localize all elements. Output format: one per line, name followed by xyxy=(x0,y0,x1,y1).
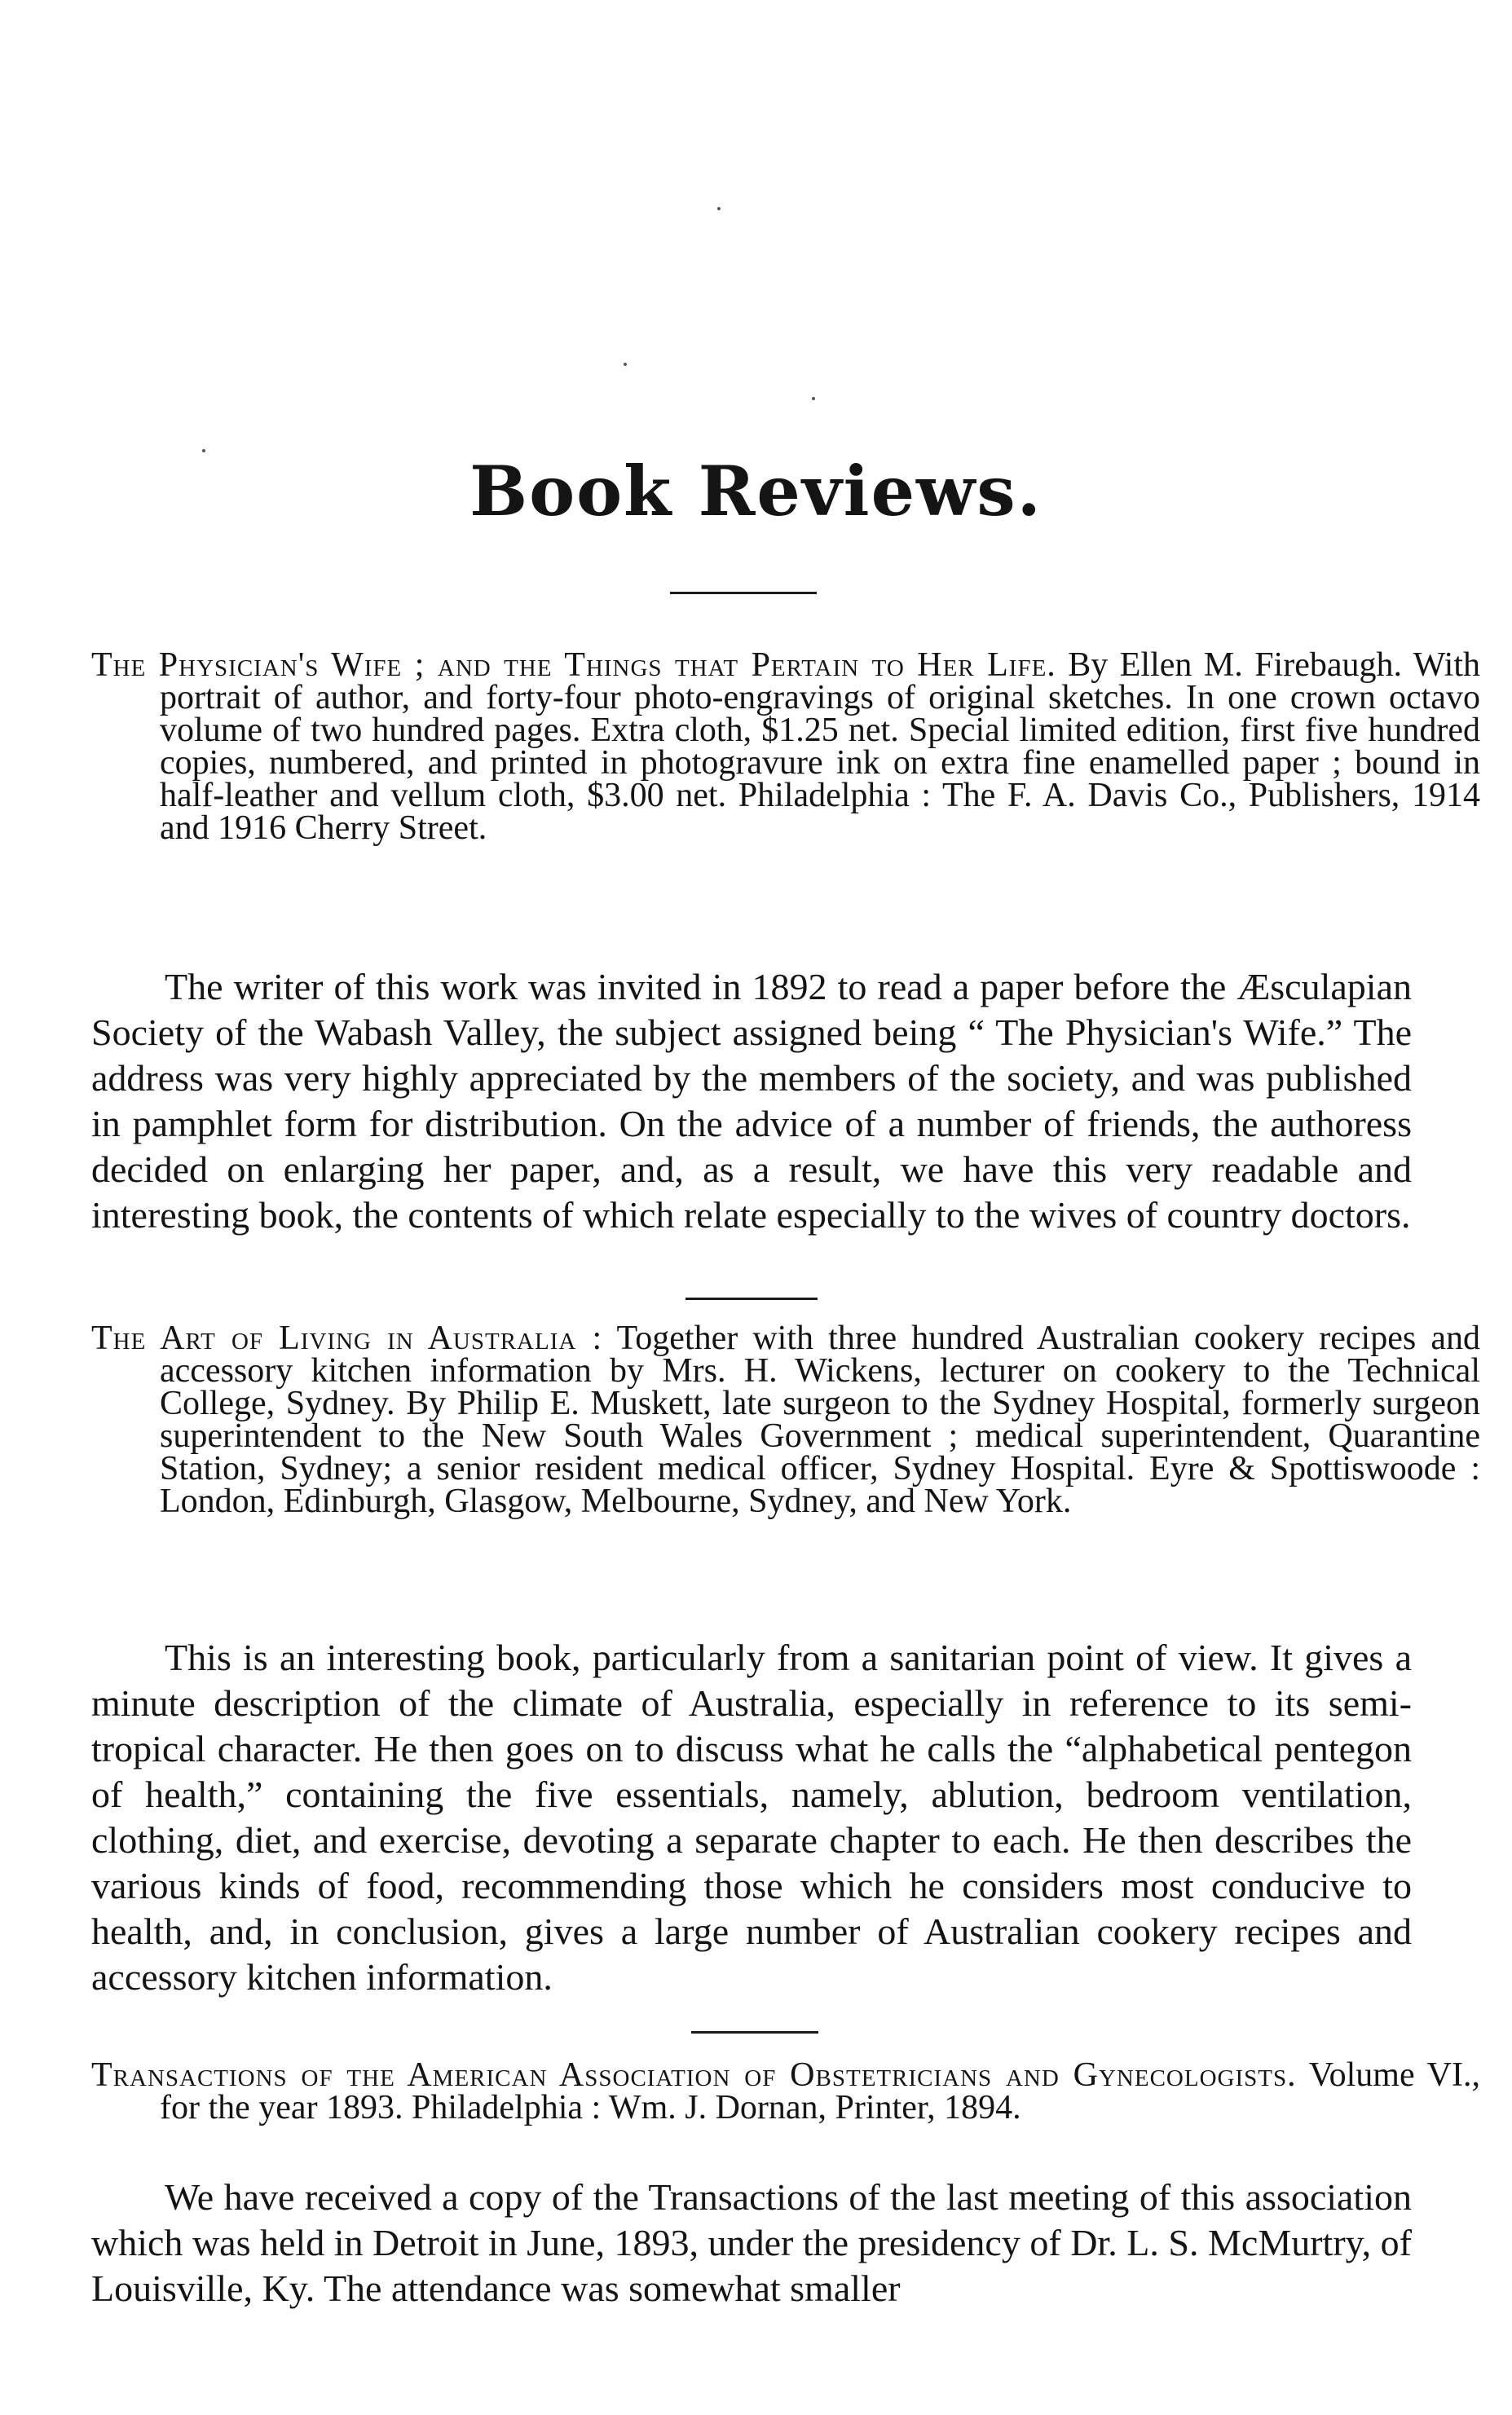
book-details-3: Volume VI., for the year 1893. Philadelphia : Wm. J. Dornan, Printer, 1894. xyxy=(160,2056,1480,2126)
print-speck xyxy=(812,397,815,400)
book-title-1: The Physician's Wife ; and the Things that Pertain to Her Life. xyxy=(91,646,1056,684)
book-title-2: The Art of Living in Australia : xyxy=(91,1320,603,1357)
print-speck xyxy=(624,363,627,366)
print-speck xyxy=(717,207,721,210)
section-divider xyxy=(685,1298,818,1300)
book-title-3: Transactions of the American Association of Obstetricians and Gynecologists. xyxy=(91,2056,1297,2094)
book-citation-3 xyxy=(91,2056,1480,2126)
review-paragraph-2: This is an interesting book, particularly from a sanitarian point of view. It gives a minute description of the climate of Australia, especially in reference to its semi-tropical character. He then goes on to discuss what he calls the “alphabetical pentegon of health,” containing the five essentials, namely, ablution, bedroom ventilation, clothing, diet, and exercise, devoting a separate chapter to each. He then describes the various kinds of food, recommending those which he considers most conducive to health, and, in conclusion, gives a large number of Australian cookery recipes and accessory kitchen information. xyxy=(91,1637,1412,1998)
book-citation-1 xyxy=(91,646,1481,847)
book-details-1: By Ellen M. Firebaugh. With portrait of author, and forty-four photo-engravings of original sketches. In one crown octavo volume of two hundred pages. Extra cloth, $1.25 net. Special limited edition, first five hundred copies, numbered, and printed in photogravure ink on extra fine enamelled paper ; bound in half-leather and vellum cloth, $3.00 net. Philadelphia : The F. A. Davis Co., Publishers, 1914 and 1916 Cherry Street. xyxy=(160,646,1481,847)
book-citation-2 xyxy=(91,1322,1480,1518)
page-heading: Book Reviews. xyxy=(469,451,1043,531)
review-paragraph-3: We have received a copy of the Transactions of the last meeting of this association which was held in Detroit in June, 1893, under the presidency of Dr. L. S. McMurtry, of Louisville, Ky. The attendance was somewhat smaller xyxy=(91,2176,1412,2309)
review-paragraph-1: The writer of this work was invited in 1892 to read a paper before the Æsculapian Society of the Wabash Valley, the subject assigned being “ The Physician's Wife.” The address was very highly appreciated by the members of the society, and was published in pamphlet form for distribution. On the advice of a number of friends, the authoress decided on enlarging her paper, and, as a result, we have this very readable and interesting book, the contents of which relate especially to the wives of country doctors. xyxy=(91,966,1412,1236)
heading-rule xyxy=(670,592,817,594)
section-divider xyxy=(691,2031,818,2034)
book-details-2: Together with three hundred Australian cookery recipes and accessory kitchen information by Mrs. H. Wickens, lecturer on cookery to the Technical College, Sydney. By Philip E. Muskett, late surgeon to the Sydney Hospital, formerly surgeon superintendent to the New South Wales Government ; medical superintendent, Quarantine Station, Sydney; a senior resident medical officer, Sydney Hospital. Eyre & Spottiswoode : London, Edinburgh, Glasgow, Melbourne, Sydney, and New York. xyxy=(160,1320,1480,1520)
